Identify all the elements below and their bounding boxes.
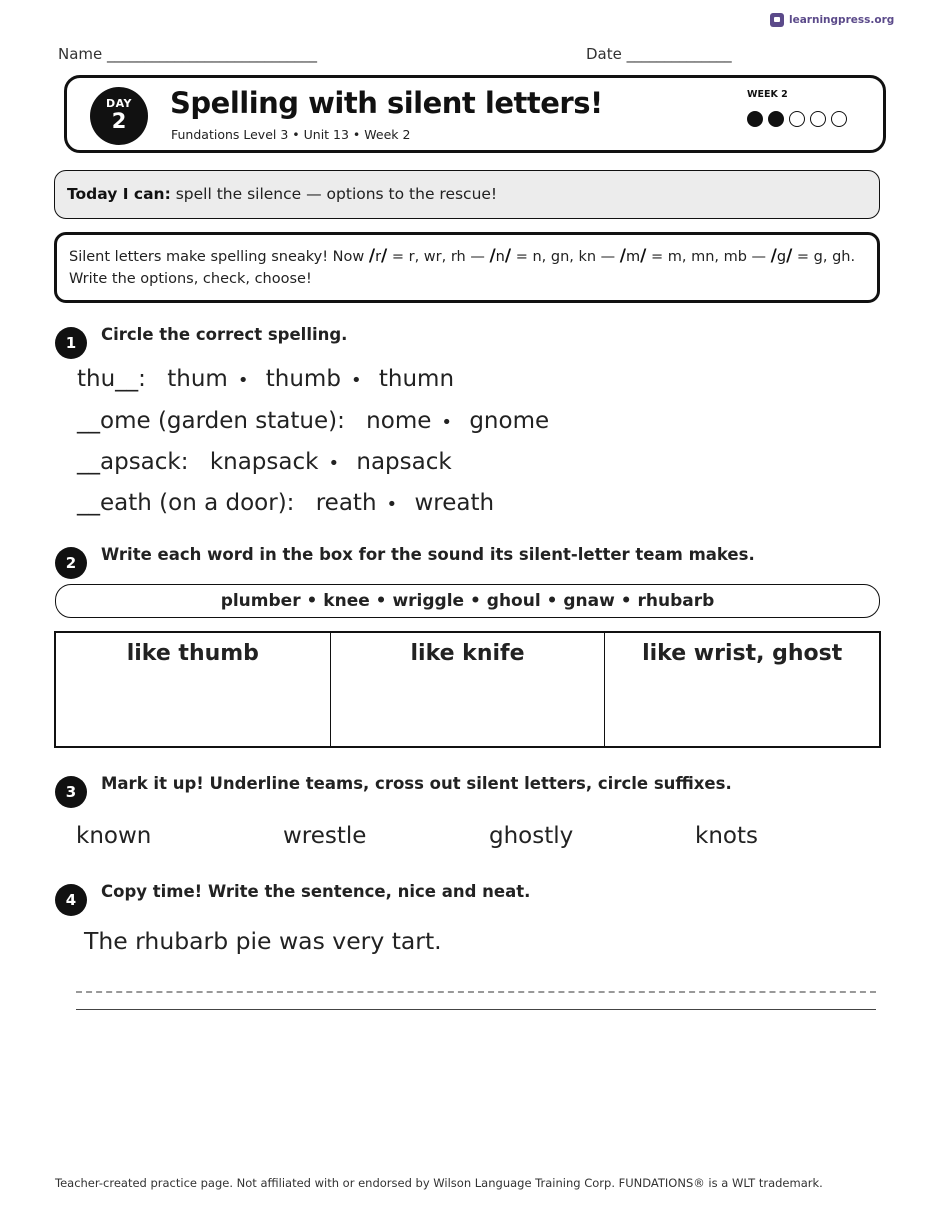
sound-m: /m/ — [619, 246, 647, 266]
day-number: 2 — [111, 109, 127, 133]
question-3-number: 3 — [55, 776, 87, 808]
option-word[interactable]: thum — [167, 366, 228, 392]
progress-dot-filled — [768, 111, 784, 127]
option-word[interactable]: thumb — [265, 366, 341, 392]
copy-sentence: The rhubarb pie was very tart. — [84, 927, 442, 955]
options-m: = m, mn, mb — — [646, 249, 771, 265]
info-text — [69, 245, 869, 290]
sound-g: /g/ — [770, 246, 793, 266]
option-word[interactable]: reath — [315, 490, 377, 516]
brand-name: learningpress.org — [789, 14, 895, 26]
row-prompt: __apsack: — [77, 449, 189, 475]
page-subtitle: Fundations Level 3 • Unit 13 • Week 2 — [171, 127, 411, 142]
sort-table — [54, 631, 881, 748]
today-goal: spell the silence — options to the rescue! — [170, 185, 498, 203]
today-text — [67, 185, 497, 203]
question-4-number: 4 — [55, 884, 87, 916]
circle-row-1: thu__: thum • thumb • thumn — [77, 366, 455, 392]
info-intro: Silent letters make spelling sneaky! Now — [69, 249, 369, 265]
option-word[interactable]: thumn — [378, 366, 455, 392]
day-badge — [90, 87, 148, 145]
today-prefix: Today I can: — [67, 185, 171, 203]
date-blank: ______________ — [626, 45, 732, 63]
row-prompt: thu__: — [77, 366, 146, 392]
circle-row-4: __eath (on a door): reath • wreath — [77, 490, 495, 516]
question-2-title: Write each word in the box for the sound its silent-letter team makes. — [101, 545, 755, 564]
name-label: Name — [58, 45, 103, 63]
page-title: Spelling with silent letters! — [170, 86, 603, 120]
week-label: WEEK 2 — [747, 89, 788, 100]
question-1-title: Circle the correct spelling. — [101, 325, 348, 344]
progress-dot-filled — [747, 111, 763, 127]
name-blank: ____________________________ — [107, 45, 318, 63]
sort-column-knife[interactable]: like knife — [331, 633, 606, 746]
sort-column-wrist-ghost[interactable]: like wrist, ghost — [642, 641, 843, 666]
writing-baseline[interactable] — [76, 1009, 876, 1010]
option-word[interactable]: napsack — [356, 449, 452, 475]
progress-dot-empty — [810, 111, 826, 127]
question-3-title: Mark it up! Underline teams, cross out silent letters, circle suffixes. — [101, 774, 732, 793]
question-1-number: 1 — [55, 327, 87, 359]
option-word[interactable]: nome — [366, 408, 432, 434]
markup-word[interactable]: wrestle — [283, 823, 367, 849]
progress-dot-empty — [789, 111, 805, 127]
footer-disclaimer: Teacher-created practice page. Not affiliated with or endorsed by Wilson Language Training Corp. FUNDATIONS® is a WLT trademark. — [55, 1176, 823, 1190]
week-progress — [747, 111, 847, 127]
book-icon — [770, 13, 784, 27]
question-2-number: 2 — [55, 547, 87, 579]
row-prompt: __ome (garden statue): — [77, 408, 345, 434]
option-word[interactable]: gnome — [469, 408, 550, 434]
markup-word[interactable]: knots — [695, 823, 758, 849]
writing-midline[interactable] — [76, 991, 876, 993]
day-label: DAY — [105, 97, 133, 110]
circle-row-2: __ome (garden statue): nome • gnome — [77, 408, 550, 434]
option-word[interactable]: knapsack — [209, 449, 319, 475]
markup-word[interactable]: known — [76, 823, 152, 849]
sort-column-thumb[interactable]: like thumb — [56, 633, 331, 746]
options-g: = g, gh. — [792, 249, 856, 265]
options-n: = n, gn, kn — — [511, 249, 620, 265]
sound-r: /r/ — [368, 246, 388, 266]
question-4-title: Copy time! Write the sentence, nice and neat. — [101, 882, 531, 901]
progress-dot-empty — [831, 111, 847, 127]
option-word[interactable]: wreath — [414, 490, 495, 516]
info-closing: Write the options, check, choose! — [69, 271, 312, 287]
word-bank: plumber • knee • wriggle • ghoul • gnaw • rhubarb — [55, 584, 880, 618]
options-r: = r, wr, rh — — [387, 249, 490, 265]
date-label: Date — [586, 45, 622, 63]
circle-row-3: __apsack: knapsack • napsack — [77, 449, 452, 475]
markup-word[interactable]: ghostly — [489, 823, 574, 849]
date-field — [586, 45, 732, 63]
sound-n: /n/ — [489, 246, 512, 266]
brand — [770, 13, 894, 27]
name-field — [58, 45, 317, 63]
row-prompt: __eath (on a door): — [77, 490, 295, 516]
